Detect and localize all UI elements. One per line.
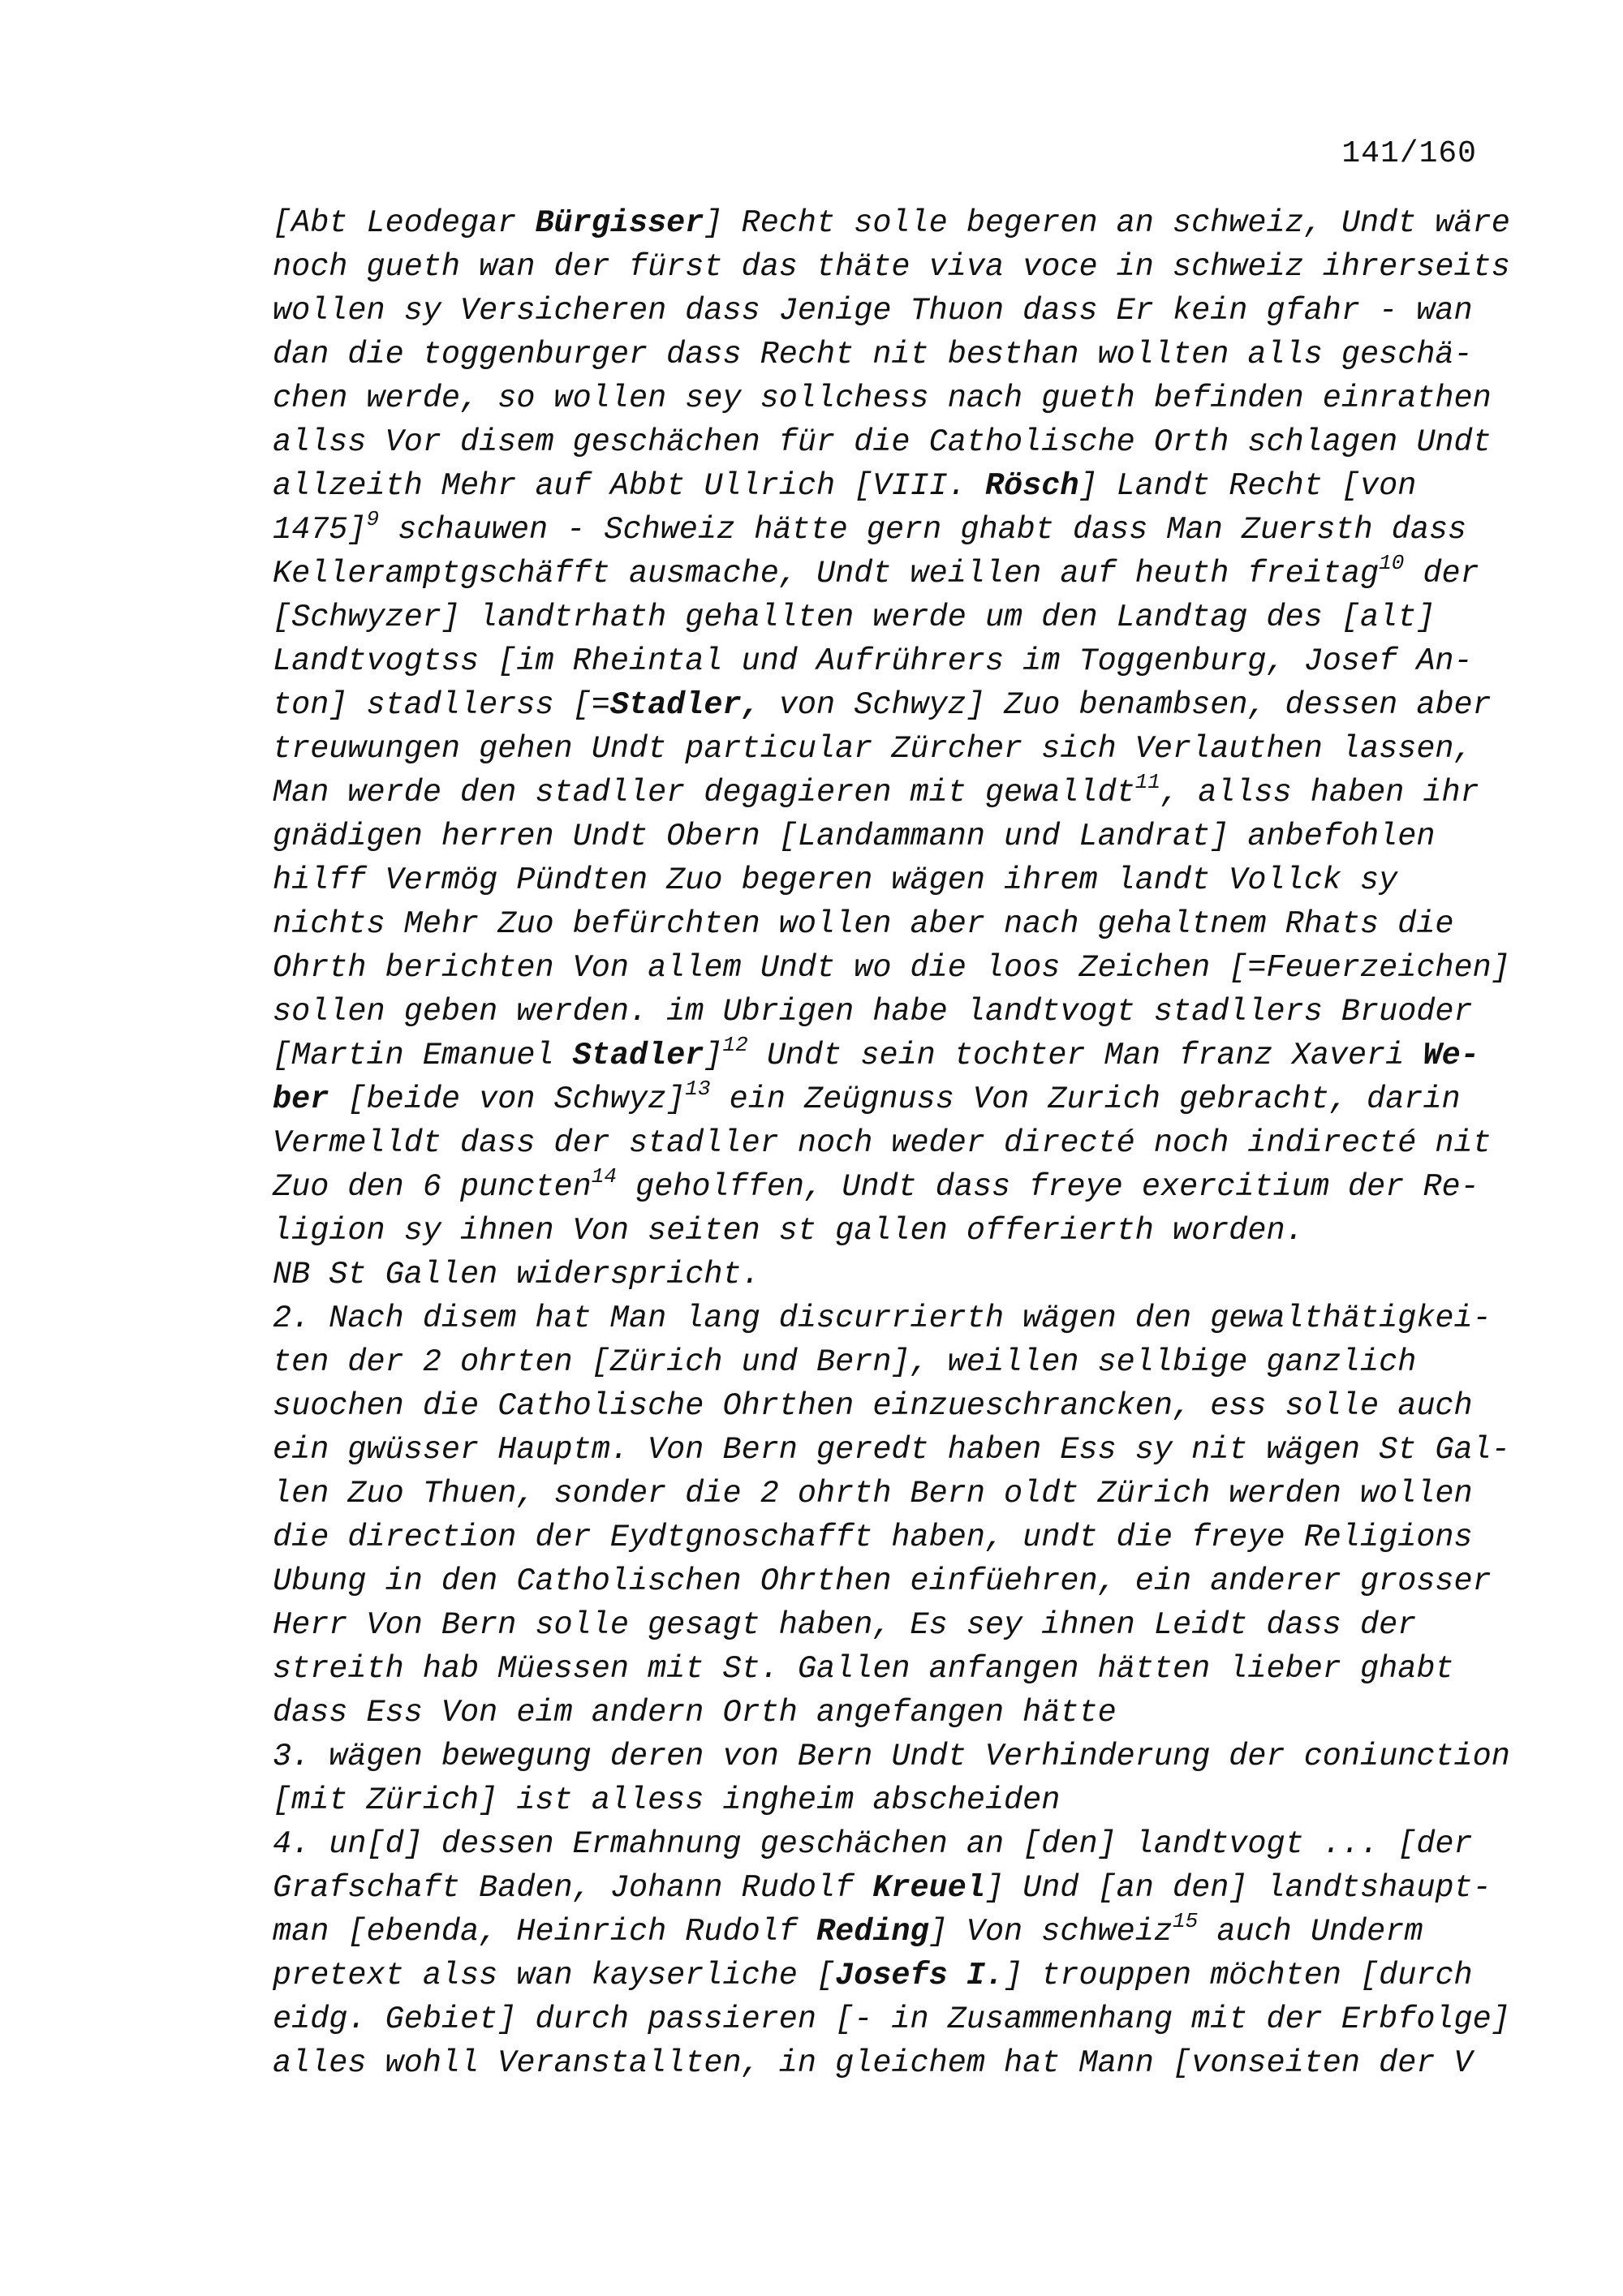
text-line [273,1121,1490,1165]
footnote-marker: 14 [591,1164,617,1189]
text-line [273,1647,1490,1691]
footnote-marker: 11 [1134,770,1160,794]
text-line [273,990,1490,1034]
text-line [273,245,1510,289]
text-segment: [Martin Emanuel [273,1038,573,1073]
text-line [273,683,1490,727]
text-segment: Kelleramptgschäfft ausmache, Undt weillen auf heuth freitag [273,556,1380,591]
text-line [273,464,1490,508]
text-line [273,376,1490,420]
text-line [273,1253,1490,1296]
text-line [273,289,1490,333]
text-segment: ] [704,1038,723,1073]
text-line [273,1866,1490,1910]
text-segment: ] trouppen möchten [durch [1004,1958,1473,1993]
text-line [273,1997,1510,2041]
text-segment: ligion sy ihnen Von seiten st gallen offerierth worden. [273,1213,1304,1249]
text-segment: Zuo den 6 puncten [273,1169,592,1205]
bold-name: ber [273,1081,329,1117]
text-line [273,1340,1490,1384]
text-segment: eidg. Gebiet] durch passieren [- in Zusammenhang mit der Erbfolge] [273,2001,1510,2037]
text-line [273,595,1490,639]
text-segment: 4. un[d] dessen Ermahnung geschächen an [den] landtvogt ... [der [273,1826,1473,1862]
text-line [273,1822,1490,1866]
text-segment: dan die toggenburger dass Recht nit besthan wollten alls geschä- [273,337,1473,372]
bold-name: Stadler [572,1038,704,1073]
text-line [273,201,1510,245]
bold-name: Reding [816,1914,929,1950]
text-segment: man [ebenda, Heinrich Rudolf [273,1914,817,1950]
text-line [273,1603,1490,1647]
text-line [273,639,1490,683]
footnote-marker: 13 [685,1077,711,1101]
text-line [273,1034,1490,1077]
text-line [273,1428,1510,1472]
text-segment: suochen die Catholische Ohrthen einzueschrancken, ess solle auch [273,1388,1473,1424]
text-line [273,1559,1490,1603]
text-line [273,420,1490,464]
text-segment: , allss haben ihr [1160,775,1479,810]
text-segment: ] Landt Recht [von [1078,468,1417,504]
text-segment: ten der 2 ohrten [Zürich und Bern], weillen sellbige ganzlich [273,1344,1417,1380]
text-segment: geholffen, Undt dass freye exercitium der Re- [616,1169,1479,1205]
text-segment: Grafschaft Baden, Johann Rudolf [273,1870,873,1906]
text-segment: schauwen - Schweiz hätte gern ghabt dass Man Zuersth dass [379,512,1467,548]
text-line [273,1077,1490,1121]
text-segment: Herr Von Bern solle gesagt haben, Es sey ihnen Leidt dass der [273,1607,1417,1643]
text-line [273,727,1490,771]
text-segment: allss Vor disem geschächen für die Catholische Orth schlagen Undt [273,424,1492,460]
text-segment: Landtvogtss [im Rheintal und Aufrührers im Toggenburg, Josef An- [273,643,1473,679]
text-segment: hilff Vermög Pündten Zuo begeren wägen ihrem landt Vollck sy [273,862,1398,898]
bold-name: Rösch [984,468,1079,504]
text-line [273,902,1490,946]
text-segment: 3. wägen bewegung deren von Bern Undt Verhinderung der coniunction [273,1739,1510,1774]
bold-name: We- [1423,1038,1479,1073]
footnote-marker: 9 [366,507,380,531]
text-segment: ] Und [an den] landtshaupt- [984,1870,1492,1906]
bold-name: Kreuel [872,1870,985,1906]
text-segment: gnädigen herren Undt Obern [Landammann und Landrat] anbefohlen [273,819,1436,854]
text-line [273,1209,1490,1253]
footnote-marker: 10 [1379,551,1405,575]
text-segment: chen werde, so wollen sey sollchess nach gueth befinden einrathen [273,381,1492,416]
text-segment: von Schwyz] Zuo benambsen, dessen aber [760,687,1492,723]
transcription-text [273,201,1510,2085]
text-segment: wollen sy Versicheren dass Jenige Thuon dass Er kein gfahr - wan [273,293,1473,329]
text-line [273,1296,1490,1340]
text-line [273,1165,1490,1209]
text-segment: auch Underm [1198,1914,1423,1950]
text-segment: sollen geben werden. im Ubrigen habe landtvogt stadllers Bruoder [273,994,1473,1030]
bold-name: Josefs I. [835,1958,1005,1993]
footnote-marker: 15 [1173,1909,1199,1933]
text-segment: pretext alss wan kayserliche [ [273,1958,836,1993]
text-segment: NB St Gallen widerspricht. [273,1257,760,1292]
text-segment: len Zuo Thuen, sonder die 2 ohrth Bern oldt Zürich werden wollen [273,1476,1473,1511]
text-line [273,815,1490,858]
text-segment: ton] stadllerss [= [273,687,610,723]
text-line [273,1910,1490,1954]
text-segment: streith hab Müessen mit St. Gallen anfangen hätten lieber ghabt [273,1651,1454,1687]
bold-name: Stadler, [609,687,760,723]
text-segment: Vermelldt dass der stadller noch weder directé noch indirecté nit [273,1125,1492,1161]
text-segment: 2. Nach disem hat Man lang discurrierth wägen den gewalthätigkei- [273,1301,1492,1336]
text-line [273,1691,1490,1735]
text-segment: ein Zeügnuss Von Zurich gebracht, darin [710,1081,1461,1117]
text-line [273,946,1510,990]
text-segment: treuwungen gehen Undt particular Zürcher sich Verlauthen lassen, [273,731,1473,767]
text-segment: [Schwyzer] landtrhath gehallten werde um den Landtag des [alt] [273,600,1436,635]
text-line [273,552,1490,595]
text-line [273,1735,1510,1778]
text-line [273,1384,1490,1428]
text-line [273,1472,1490,1516]
text-segment: alles wohll Veranstallten, in gleichem hat Mann [vonseiten der V [273,2045,1473,2081]
text-segment: dass Ess Von eim andern Orth angefangen hätte [273,1695,1117,1731]
text-line [273,1516,1490,1559]
text-segment: Ohrth berichten Von allem Undt wo die loos Zeichen [=Feuerzeichen] [273,950,1510,986]
text-segment: ] Recht solle begeren an schweiz, Undt wäre [704,205,1510,241]
text-line [273,2041,1490,2085]
text-segment: [beide von Schwyz] [329,1081,686,1117]
text-segment: noch gueth wan der fürst das thäte viva voce in schweiz ihrerseits [273,249,1510,285]
bold-name: Bürgisser [535,205,704,241]
page-number: 141/160 [1341,136,1477,171]
text-segment: Man werde den stadller degagieren mit gewalldt [273,775,1135,810]
text-segment: Ubung in den Catholischen Ohrthen einfüehren, ein anderer grosser [273,1563,1492,1599]
text-line [273,1954,1490,1997]
text-segment: ] Von schweiz [928,1914,1173,1950]
text-segment: 1475] [273,512,367,548]
text-segment: der [1404,556,1479,591]
text-segment: die direction der Eydtgnoschafft haben, undt die freye Religions [273,1520,1473,1555]
text-segment: Undt sein tochter Man franz Xaveri [747,1038,1423,1073]
text-line [273,333,1490,376]
text-line [273,858,1490,902]
text-segment: ein gwüsser Hauptm. Von Bern geredt haben Ess sy nit wägen St Gal- [273,1432,1510,1468]
text-segment: [mit Zürich] ist alless ingheim abscheiden [273,1782,1061,1818]
text-segment: allzeith Mehr auf Abbt Ullrich [VIII. [273,468,985,504]
footnote-marker: 12 [722,1033,748,1057]
text-segment: [Abt Leodegar [273,205,536,241]
text-line [273,1778,1490,1822]
text-line [273,508,1490,552]
text-segment: nichts Mehr Zuo befürchten wollen aber nach gehaltnem Rhats die [273,906,1454,942]
text-line [273,771,1490,815]
